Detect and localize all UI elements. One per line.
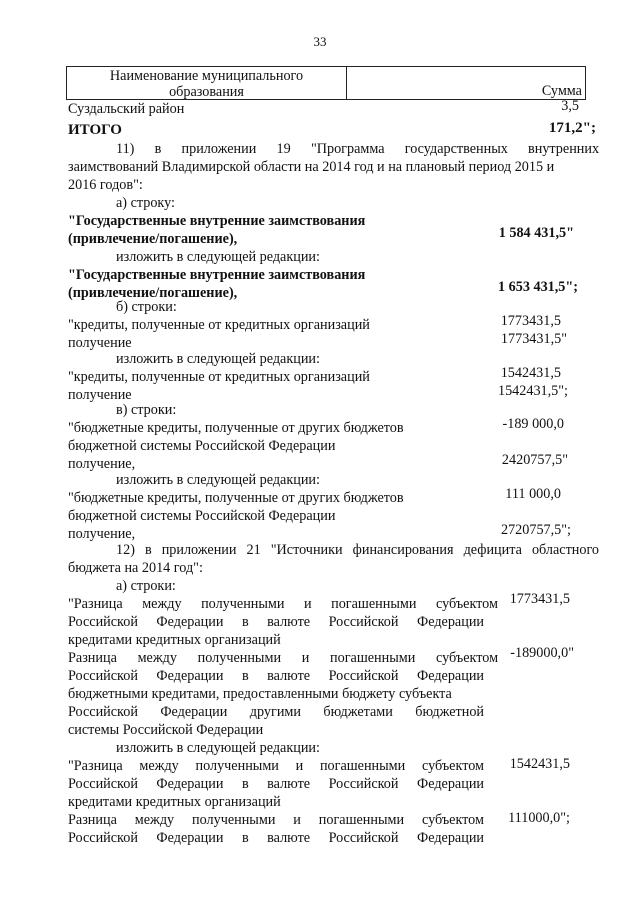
row-name-suzdal: Суздальский район: [68, 101, 185, 117]
diff1-old-line3: кредитами кредитных организаций: [68, 632, 281, 648]
budget-line3-new: получение,: [68, 526, 136, 542]
budget-line2-new: бюджетной системы Российской Федерации: [68, 508, 336, 524]
gov-borrow-value-new: 1 653 431,5";: [498, 279, 578, 295]
budget-value2-new: 2720757,5";: [500, 522, 571, 538]
diff1-old-value: 1773431,5: [509, 591, 570, 607]
budget-line2: бюджетной системы Российской Федерации: [68, 438, 336, 454]
diff2-old-line3: бюджетными кредитами, предоставленными бюджету субъекта: [68, 686, 452, 702]
edit-line-3: изложить в следующей редакции:: [116, 472, 320, 488]
diff2-old-line5: системы Российской Федерации: [68, 722, 264, 738]
credits-line2: получение: [68, 335, 132, 351]
gov-borrow-line1-new: "Государственные внутренние заимствования: [68, 267, 366, 283]
gov-borrow-line2-new: (привлечение/погашение),: [68, 285, 238, 301]
p12-line2: бюджета на 2014 год":: [68, 560, 203, 576]
diff2-new-line2: Российской Федерации в валюте Российской Федерации: [68, 830, 485, 846]
row-value-suzdal: 3,5: [561, 98, 579, 114]
diff2-old-line4: Российской Федерации другими бюджетами бюджетной: [68, 704, 485, 720]
credits-line2-new: получение: [68, 387, 132, 403]
sub-v-line: в) строки:: [116, 402, 177, 418]
row-value-total: 171,2";: [548, 120, 596, 136]
diff2-new-value: 111000,0";: [508, 810, 570, 826]
credits-value1-old: 1773431,5: [500, 313, 561, 329]
edit-line-2: изложить в следующей редакции:: [116, 351, 320, 367]
diff2-new-line1: Разница между полученными и погашенными субъектом: [68, 812, 484, 828]
gov-borrow-line1: "Государственные внутренние заимствования: [68, 213, 366, 229]
credits-value2-new: 1542431,5";: [497, 383, 568, 399]
budget-value1-new: 111 000,0: [505, 486, 561, 502]
column-header-sum: Сумма: [541, 83, 582, 99]
diff1-new-value: 1542431,5: [509, 756, 570, 772]
table-column-divider: [346, 67, 347, 99]
credits-line1: "кредиты, полученные от кредитных организаций: [68, 317, 370, 333]
row-name-total: ИТОГО: [68, 122, 122, 138]
edit-line-4: изложить в следующей редакции:: [116, 740, 320, 756]
column-header-name-line1: Наименование муниципального: [109, 68, 304, 84]
sub-a-line: а) строку:: [116, 195, 175, 211]
edit-line-1: изложить в следующей редакции:: [116, 249, 320, 265]
budget-value1-old: -189 000,0: [502, 416, 564, 432]
gov-borrow-line2: (привлечение/погашение),: [68, 231, 238, 247]
budget-line1: "бюджетные кредиты, полученные от других бюджетов: [68, 420, 404, 436]
budget-line3: получение,: [68, 456, 136, 472]
diff1-new-line2: Российской Федерации в валюте Российской Федерации: [68, 776, 485, 792]
sub-a2-line: а) строки:: [116, 578, 176, 594]
diff1-new-line1: "Разница между полученными и погашенными субъектом: [68, 758, 485, 774]
p12-line1: 12) в приложении 21 "Источники финансирования дефицита областного: [116, 542, 600, 558]
table-header: [66, 66, 586, 100]
sub-b-line: б) строки:: [116, 299, 177, 315]
column-header-name: [67, 68, 346, 100]
diff2-old-line1: Разница между полученными и погашенными субъектом: [68, 650, 499, 666]
p11-line3: 2016 годов":: [68, 177, 143, 193]
credits-value2-old: 1773431,5": [500, 331, 567, 347]
budget-line1-new: "бюджетные кредиты, полученные от других бюджетов: [68, 490, 404, 506]
diff1-old-line1: "Разница между полученными и погашенными субъектом: [68, 596, 498, 612]
column-header-name-line2: образования: [169, 84, 244, 100]
page-number: 33: [313, 34, 327, 49]
budget-value2-old: 2420757,5": [501, 452, 568, 468]
p11-line2: заимствований Владимирской области на 2014 год и на плановый период 2015 и: [68, 159, 555, 175]
gov-borrow-value-old: 1 584 431,5": [498, 225, 574, 241]
credits-line1-new: "кредиты, полученные от кредитных организаций: [68, 369, 370, 385]
diff2-old-value: -189000,0": [510, 645, 574, 661]
diff1-old-line2: Российской Федерации в валюте Российской Федерации: [68, 614, 485, 630]
credits-value1-new: 1542431,5: [500, 365, 561, 381]
p11-line1: 11) в приложении 19 "Программа государственных внутренних: [116, 141, 600, 157]
diff2-old-line2: Российской Федерации в валюте Российской Федерации: [68, 668, 485, 684]
diff1-new-line3: кредитами кредитных организаций: [68, 794, 281, 810]
